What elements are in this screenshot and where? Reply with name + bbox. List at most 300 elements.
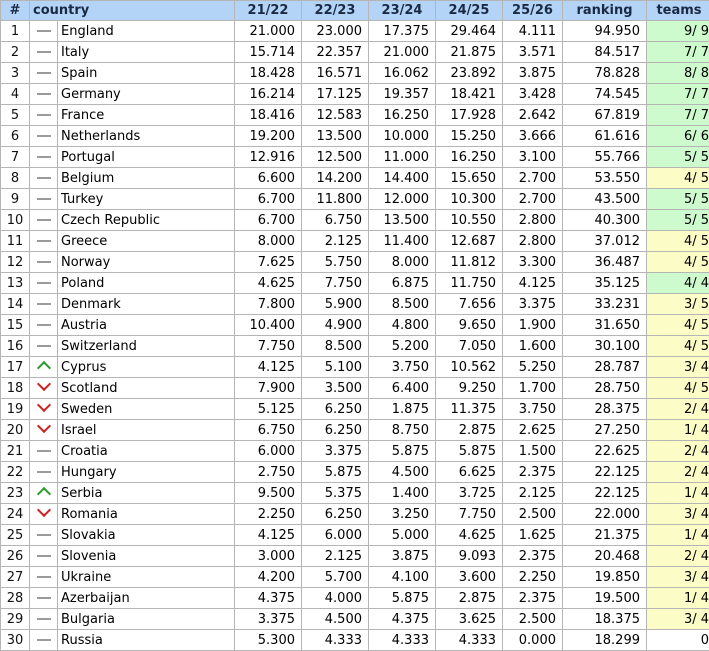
season-2526-cell: 2.125 bbox=[503, 483, 563, 504]
trend-unchanged-icon bbox=[37, 72, 51, 74]
ranking-cell: 18.375 bbox=[563, 609, 647, 630]
trend-unchanged-icon bbox=[37, 219, 51, 221]
season-2223-cell: 2.125 bbox=[302, 231, 369, 252]
country-name-cell: Belgium bbox=[58, 168, 235, 189]
trend-down-icon bbox=[36, 378, 50, 392]
country-name-cell: Romania bbox=[58, 504, 235, 525]
trend-cell bbox=[30, 525, 58, 546]
header-ranking[interactable]: ranking bbox=[563, 1, 647, 21]
ranking-cell: 35.125 bbox=[563, 273, 647, 294]
rank-number-cell: 7 bbox=[1, 147, 30, 168]
table-row[interactable] bbox=[1, 336, 709, 357]
ranking-cell: 67.819 bbox=[563, 105, 647, 126]
trend-cell bbox=[30, 231, 58, 252]
country-name-cell: Azerbaijan bbox=[58, 588, 235, 609]
ranking-cell: 74.545 bbox=[563, 84, 647, 105]
season-2223-cell: 5.375 bbox=[302, 483, 369, 504]
rank-number-cell: 23 bbox=[1, 483, 30, 504]
season-2324-cell: 14.400 bbox=[369, 168, 436, 189]
country-name-cell: Croatia bbox=[58, 441, 235, 462]
teams-cell: 7/ 7 bbox=[647, 84, 709, 105]
teams-cell: 1/ 4 bbox=[647, 483, 709, 504]
season-2223-cell: 14.200 bbox=[302, 168, 369, 189]
season-2122-cell: 16.214 bbox=[235, 84, 302, 105]
season-2324-cell: 13.500 bbox=[369, 210, 436, 231]
season-2526-cell: 2.642 bbox=[503, 105, 563, 126]
trend-unchanged-icon bbox=[37, 156, 51, 158]
trend-unchanged-icon bbox=[37, 177, 51, 179]
teams-cell: 3/ 4 bbox=[647, 609, 709, 630]
season-2425-cell: 23.892 bbox=[436, 63, 503, 84]
season-2223-cell: 4.500 bbox=[302, 609, 369, 630]
season-2425-cell: 18.421 bbox=[436, 84, 503, 105]
season-2526-cell: 2.700 bbox=[503, 189, 563, 210]
trend-cell bbox=[30, 84, 58, 105]
trend-cell bbox=[30, 252, 58, 273]
ranking-cell: 40.300 bbox=[563, 210, 647, 231]
trend-cell bbox=[30, 378, 58, 399]
table-row[interactable] bbox=[1, 84, 709, 105]
table-row[interactable] bbox=[1, 441, 709, 462]
season-2223-cell: 6.750 bbox=[302, 210, 369, 231]
season-2425-cell: 7.050 bbox=[436, 336, 503, 357]
trend-unchanged-icon bbox=[37, 303, 51, 305]
season-2526-cell: 5.250 bbox=[503, 357, 563, 378]
season-2425-cell: 4.333 bbox=[436, 630, 503, 651]
ranking-cell: 78.828 bbox=[563, 63, 647, 84]
header-season-2425[interactable]: 24/25 bbox=[436, 1, 503, 21]
season-2526-cell: 2.800 bbox=[503, 210, 563, 231]
rank-number-cell: 8 bbox=[1, 168, 30, 189]
rank-number-cell: 18 bbox=[1, 378, 30, 399]
trend-unchanged-icon bbox=[37, 30, 51, 32]
teams-cell: 4/ 4 bbox=[647, 273, 709, 294]
country-name-cell: Hungary bbox=[58, 462, 235, 483]
season-2324-cell: 8.750 bbox=[369, 420, 436, 441]
ranking-cell: 19.850 bbox=[563, 567, 647, 588]
season-2122-cell: 5.125 bbox=[235, 399, 302, 420]
season-2526-cell: 2.500 bbox=[503, 504, 563, 525]
teams-cell: 1/ 4 bbox=[647, 588, 709, 609]
teams-cell: 4/ 5 bbox=[647, 315, 709, 336]
country-name-cell: England bbox=[58, 21, 235, 42]
season-2122-cell: 18.416 bbox=[235, 105, 302, 126]
table-row[interactable] bbox=[1, 210, 709, 231]
rank-number-cell: 14 bbox=[1, 294, 30, 315]
trend-unchanged-icon bbox=[37, 198, 51, 200]
season-2324-cell: 5.200 bbox=[369, 336, 436, 357]
ranking-cell: 33.231 bbox=[563, 294, 647, 315]
trend-unchanged-icon bbox=[37, 282, 51, 284]
rank-number-cell: 28 bbox=[1, 588, 30, 609]
season-2526-cell: 2.625 bbox=[503, 420, 563, 441]
trend-cell bbox=[30, 630, 58, 651]
ranking-cell: 37.012 bbox=[563, 231, 647, 252]
header-season-2526[interactable]: 25/26 bbox=[503, 1, 563, 21]
season-2425-cell: 3.725 bbox=[436, 483, 503, 504]
table-row[interactable] bbox=[1, 630, 709, 651]
table-row[interactable] bbox=[1, 294, 709, 315]
season-2526-cell: 2.375 bbox=[503, 588, 563, 609]
season-2425-cell: 15.250 bbox=[436, 126, 503, 147]
trend-cell bbox=[30, 483, 58, 504]
season-2223-cell: 6.000 bbox=[302, 525, 369, 546]
season-2526-cell: 2.500 bbox=[503, 609, 563, 630]
season-2122-cell: 19.200 bbox=[235, 126, 302, 147]
country-name-cell: Austria bbox=[58, 315, 235, 336]
table-row[interactable] bbox=[1, 42, 709, 63]
trend-cell bbox=[30, 399, 58, 420]
season-2223-cell: 5.750 bbox=[302, 252, 369, 273]
season-2122-cell: 5.300 bbox=[235, 630, 302, 651]
trend-unchanged-icon bbox=[37, 639, 51, 641]
rank-number-cell: 30 bbox=[1, 630, 30, 651]
trend-down-icon bbox=[36, 504, 50, 518]
season-2122-cell: 4.375 bbox=[235, 588, 302, 609]
trend-cell bbox=[30, 588, 58, 609]
rank-number-cell: 24 bbox=[1, 504, 30, 525]
season-2425-cell: 16.250 bbox=[436, 147, 503, 168]
season-2122-cell: 4.125 bbox=[235, 525, 302, 546]
country-name-cell: Israel bbox=[58, 420, 235, 441]
ranking-cell: 55.766 bbox=[563, 147, 647, 168]
season-2425-cell: 5.875 bbox=[436, 441, 503, 462]
ranking-cell: 22.625 bbox=[563, 441, 647, 462]
rank-number-cell: 15 bbox=[1, 315, 30, 336]
country-name-cell: Portugal bbox=[58, 147, 235, 168]
rank-number-cell: 26 bbox=[1, 546, 30, 567]
season-2324-cell: 4.333 bbox=[369, 630, 436, 651]
season-2526-cell: 3.571 bbox=[503, 42, 563, 63]
ranking-cell: 28.787 bbox=[563, 357, 647, 378]
trend-unchanged-icon bbox=[37, 51, 51, 53]
table-row[interactable] bbox=[1, 273, 709, 294]
country-name-cell: Sweden bbox=[58, 399, 235, 420]
season-2324-cell: 1.875 bbox=[369, 399, 436, 420]
country-name-cell: Ukraine bbox=[58, 567, 235, 588]
table-row[interactable] bbox=[1, 588, 709, 609]
trend-cell bbox=[30, 420, 58, 441]
season-2223-cell: 4.000 bbox=[302, 588, 369, 609]
ranking-cell: 36.487 bbox=[563, 252, 647, 273]
table-row[interactable] bbox=[1, 462, 709, 483]
trend-unchanged-icon bbox=[37, 555, 51, 557]
season-2223-cell: 17.125 bbox=[302, 84, 369, 105]
trend-up-icon bbox=[36, 360, 50, 374]
season-2425-cell: 9.250 bbox=[436, 378, 503, 399]
season-2526-cell: 2.700 bbox=[503, 168, 563, 189]
trend-unchanged-icon bbox=[37, 93, 51, 95]
season-2324-cell: 1.400 bbox=[369, 483, 436, 504]
teams-cell: 5/ 5 bbox=[647, 210, 709, 231]
country-name-cell: Poland bbox=[58, 273, 235, 294]
season-2425-cell: 11.750 bbox=[436, 273, 503, 294]
ranking-cell: 43.500 bbox=[563, 189, 647, 210]
trend-unchanged-icon bbox=[37, 324, 51, 326]
trend-cell bbox=[30, 294, 58, 315]
trend-cell bbox=[30, 567, 58, 588]
rank-number-cell: 3 bbox=[1, 63, 30, 84]
trend-cell bbox=[30, 315, 58, 336]
table-row[interactable] bbox=[1, 399, 709, 420]
ranking-cell: 31.650 bbox=[563, 315, 647, 336]
trend-cell bbox=[30, 126, 58, 147]
table-row[interactable] bbox=[1, 315, 709, 336]
trend-unchanged-icon bbox=[37, 261, 51, 263]
country-name-cell: Denmark bbox=[58, 294, 235, 315]
season-2526-cell: 1.700 bbox=[503, 378, 563, 399]
season-2324-cell: 6.875 bbox=[369, 273, 436, 294]
season-2425-cell: 10.300 bbox=[436, 189, 503, 210]
season-2223-cell: 12.500 bbox=[302, 147, 369, 168]
season-2324-cell: 11.000 bbox=[369, 147, 436, 168]
ranking-cell: 28.750 bbox=[563, 378, 647, 399]
table-row[interactable] bbox=[1, 126, 709, 147]
table-row[interactable] bbox=[1, 189, 709, 210]
table-row[interactable] bbox=[1, 483, 709, 504]
season-2122-cell: 2.750 bbox=[235, 462, 302, 483]
season-2425-cell: 4.625 bbox=[436, 525, 503, 546]
season-2223-cell: 7.750 bbox=[302, 273, 369, 294]
rank-number-cell: 12 bbox=[1, 252, 30, 273]
season-2324-cell: 11.400 bbox=[369, 231, 436, 252]
table-row[interactable] bbox=[1, 546, 709, 567]
teams-cell: 5/ 5 bbox=[647, 189, 709, 210]
rank-number-cell: 10 bbox=[1, 210, 30, 231]
country-name-cell: Switzerland bbox=[58, 336, 235, 357]
season-2223-cell: 22.357 bbox=[302, 42, 369, 63]
ranking-cell: 22.125 bbox=[563, 462, 647, 483]
ranking-cell: 20.468 bbox=[563, 546, 647, 567]
trend-cell bbox=[30, 609, 58, 630]
season-2223-cell: 3.375 bbox=[302, 441, 369, 462]
rank-number-cell: 13 bbox=[1, 273, 30, 294]
season-2526-cell: 3.750 bbox=[503, 399, 563, 420]
country-name-cell: Slovenia bbox=[58, 546, 235, 567]
trend-cell bbox=[30, 42, 58, 63]
season-2223-cell: 3.500 bbox=[302, 378, 369, 399]
season-2122-cell: 2.250 bbox=[235, 504, 302, 525]
trend-down-icon bbox=[36, 399, 50, 413]
teams-cell: 3/ 4 bbox=[647, 567, 709, 588]
season-2324-cell: 8.000 bbox=[369, 252, 436, 273]
rank-number-cell: 11 bbox=[1, 231, 30, 252]
season-2324-cell: 6.400 bbox=[369, 378, 436, 399]
table-row[interactable] bbox=[1, 105, 709, 126]
ranking-cell: 18.299 bbox=[563, 630, 647, 651]
season-2324-cell: 4.500 bbox=[369, 462, 436, 483]
header-country[interactable]: country bbox=[30, 1, 235, 21]
trend-unchanged-icon bbox=[37, 597, 51, 599]
country-name-cell: Italy bbox=[58, 42, 235, 63]
teams-cell: 1/ 4 bbox=[647, 420, 709, 441]
season-2122-cell: 4.625 bbox=[235, 273, 302, 294]
season-2324-cell: 5.000 bbox=[369, 525, 436, 546]
table-row[interactable] bbox=[1, 504, 709, 525]
trend-cell bbox=[30, 147, 58, 168]
trend-cell bbox=[30, 504, 58, 525]
teams-cell: 7/ 7 bbox=[647, 42, 709, 63]
ranking-cell: 27.250 bbox=[563, 420, 647, 441]
rank-number-cell: 9 bbox=[1, 189, 30, 210]
season-2324-cell: 3.250 bbox=[369, 504, 436, 525]
trend-cell bbox=[30, 21, 58, 42]
country-name-cell: Netherlands bbox=[58, 126, 235, 147]
season-2223-cell: 16.571 bbox=[302, 63, 369, 84]
table-row[interactable] bbox=[1, 525, 709, 546]
season-2122-cell: 4.200 bbox=[235, 567, 302, 588]
season-2526-cell: 3.100 bbox=[503, 147, 563, 168]
header-rank-number[interactable]: # bbox=[1, 1, 30, 21]
table-header-row bbox=[1, 1, 709, 21]
table-row[interactable] bbox=[1, 378, 709, 399]
season-2122-cell: 3.000 bbox=[235, 546, 302, 567]
trend-cell bbox=[30, 63, 58, 84]
ranking-cell: 22.125 bbox=[563, 483, 647, 504]
rank-number-cell: 29 bbox=[1, 609, 30, 630]
ranking-cell: 84.517 bbox=[563, 42, 647, 63]
table-row[interactable] bbox=[1, 63, 709, 84]
season-2425-cell: 11.375 bbox=[436, 399, 503, 420]
season-2526-cell: 3.375 bbox=[503, 294, 563, 315]
rank-number-cell: 1 bbox=[1, 21, 30, 42]
trend-cell bbox=[30, 441, 58, 462]
season-2324-cell: 4.375 bbox=[369, 609, 436, 630]
season-2223-cell: 5.700 bbox=[302, 567, 369, 588]
ranking-cell: 30.100 bbox=[563, 336, 647, 357]
season-2425-cell: 10.562 bbox=[436, 357, 503, 378]
trend-unchanged-icon bbox=[37, 471, 51, 473]
teams-cell: 8/ 8 bbox=[647, 63, 709, 84]
season-2526-cell: 2.375 bbox=[503, 462, 563, 483]
season-2425-cell: 7.750 bbox=[436, 504, 503, 525]
table-row[interactable] bbox=[1, 567, 709, 588]
country-name-cell: Turkey bbox=[58, 189, 235, 210]
season-2223-cell: 23.000 bbox=[302, 21, 369, 42]
season-2324-cell: 16.250 bbox=[369, 105, 436, 126]
country-name-cell: Cyprus bbox=[58, 357, 235, 378]
ranking-cell: 61.616 bbox=[563, 126, 647, 147]
season-2122-cell: 6.000 bbox=[235, 441, 302, 462]
teams-cell: 6/ 6 bbox=[647, 126, 709, 147]
season-2324-cell: 19.357 bbox=[369, 84, 436, 105]
table-row[interactable] bbox=[1, 168, 709, 189]
country-name-cell: Norway bbox=[58, 252, 235, 273]
teams-cell: 2/ 4 bbox=[647, 441, 709, 462]
table-row[interactable] bbox=[1, 252, 709, 273]
season-2122-cell: 7.900 bbox=[235, 378, 302, 399]
season-2425-cell: 3.600 bbox=[436, 567, 503, 588]
season-2324-cell: 4.800 bbox=[369, 315, 436, 336]
season-2223-cell: 11.800 bbox=[302, 189, 369, 210]
ranking-cell: 94.950 bbox=[563, 21, 647, 42]
rank-number-cell: 21 bbox=[1, 441, 30, 462]
trend-unchanged-icon bbox=[37, 135, 51, 137]
season-2122-cell: 6.600 bbox=[235, 168, 302, 189]
table-row[interactable] bbox=[1, 231, 709, 252]
table-row[interactable] bbox=[1, 420, 709, 441]
teams-cell: 4/ 5 bbox=[647, 231, 709, 252]
trend-cell bbox=[30, 336, 58, 357]
season-2122-cell: 12.916 bbox=[235, 147, 302, 168]
teams-cell: 3/ 4 bbox=[647, 504, 709, 525]
teams-cell: 2/ 4 bbox=[647, 462, 709, 483]
header-season-2324[interactable]: 23/24 bbox=[369, 1, 436, 21]
season-2122-cell: 7.625 bbox=[235, 252, 302, 273]
ranking-cell: 19.500 bbox=[563, 588, 647, 609]
season-2324-cell: 3.750 bbox=[369, 357, 436, 378]
season-2526-cell: 2.800 bbox=[503, 231, 563, 252]
season-2526-cell: 0.000 bbox=[503, 630, 563, 651]
season-2425-cell: 21.875 bbox=[436, 42, 503, 63]
season-2526-cell: 1.500 bbox=[503, 441, 563, 462]
table-row[interactable] bbox=[1, 21, 709, 42]
season-2526-cell: 1.600 bbox=[503, 336, 563, 357]
season-2122-cell: 8.000 bbox=[235, 231, 302, 252]
rank-number-cell: 4 bbox=[1, 84, 30, 105]
season-2122-cell: 4.125 bbox=[235, 357, 302, 378]
header-teams[interactable]: teams bbox=[647, 1, 709, 21]
teams-cell: 0 bbox=[647, 630, 709, 651]
teams-cell: 4/ 5 bbox=[647, 336, 709, 357]
season-2526-cell: 3.300 bbox=[503, 252, 563, 273]
trend-unchanged-icon bbox=[37, 618, 51, 620]
season-2223-cell: 2.125 bbox=[302, 546, 369, 567]
season-2122-cell: 7.750 bbox=[235, 336, 302, 357]
ranking-cell: 21.375 bbox=[563, 525, 647, 546]
season-2526-cell: 4.111 bbox=[503, 21, 563, 42]
ranking-cell: 28.375 bbox=[563, 399, 647, 420]
season-2324-cell: 12.000 bbox=[369, 189, 436, 210]
season-2122-cell: 6.700 bbox=[235, 210, 302, 231]
rank-number-cell: 16 bbox=[1, 336, 30, 357]
trend-unchanged-icon bbox=[37, 345, 51, 347]
trend-unchanged-icon bbox=[37, 450, 51, 452]
table-row[interactable] bbox=[1, 609, 709, 630]
country-name-cell: Bulgaria bbox=[58, 609, 235, 630]
season-2425-cell: 9.093 bbox=[436, 546, 503, 567]
country-name-cell: France bbox=[58, 105, 235, 126]
season-2425-cell: 12.687 bbox=[436, 231, 503, 252]
season-2223-cell: 5.100 bbox=[302, 357, 369, 378]
trend-up-icon bbox=[36, 486, 50, 500]
season-2526-cell: 3.666 bbox=[503, 126, 563, 147]
trend-cell bbox=[30, 357, 58, 378]
season-2425-cell: 2.875 bbox=[436, 588, 503, 609]
header-season-2223[interactable]: 22/23 bbox=[302, 1, 369, 21]
table-row[interactable] bbox=[1, 357, 709, 378]
season-2526-cell: 1.900 bbox=[503, 315, 563, 336]
season-2526-cell: 2.250 bbox=[503, 567, 563, 588]
season-2223-cell: 5.875 bbox=[302, 462, 369, 483]
season-2324-cell: 4.100 bbox=[369, 567, 436, 588]
rank-number-cell: 6 bbox=[1, 126, 30, 147]
trend-cell bbox=[30, 546, 58, 567]
season-2324-cell: 17.375 bbox=[369, 21, 436, 42]
season-2425-cell: 3.625 bbox=[436, 609, 503, 630]
ranking-cell: 53.550 bbox=[563, 168, 647, 189]
country-name-cell: Serbia bbox=[58, 483, 235, 504]
season-2425-cell: 9.650 bbox=[436, 315, 503, 336]
header-season-2122[interactable]: 21/22 bbox=[235, 1, 302, 21]
season-2324-cell: 21.000 bbox=[369, 42, 436, 63]
season-2223-cell: 6.250 bbox=[302, 420, 369, 441]
table-row[interactable] bbox=[1, 147, 709, 168]
teams-cell: 1/ 4 bbox=[647, 525, 709, 546]
season-2425-cell: 7.656 bbox=[436, 294, 503, 315]
country-name-cell: Germany bbox=[58, 84, 235, 105]
season-2526-cell: 1.625 bbox=[503, 525, 563, 546]
